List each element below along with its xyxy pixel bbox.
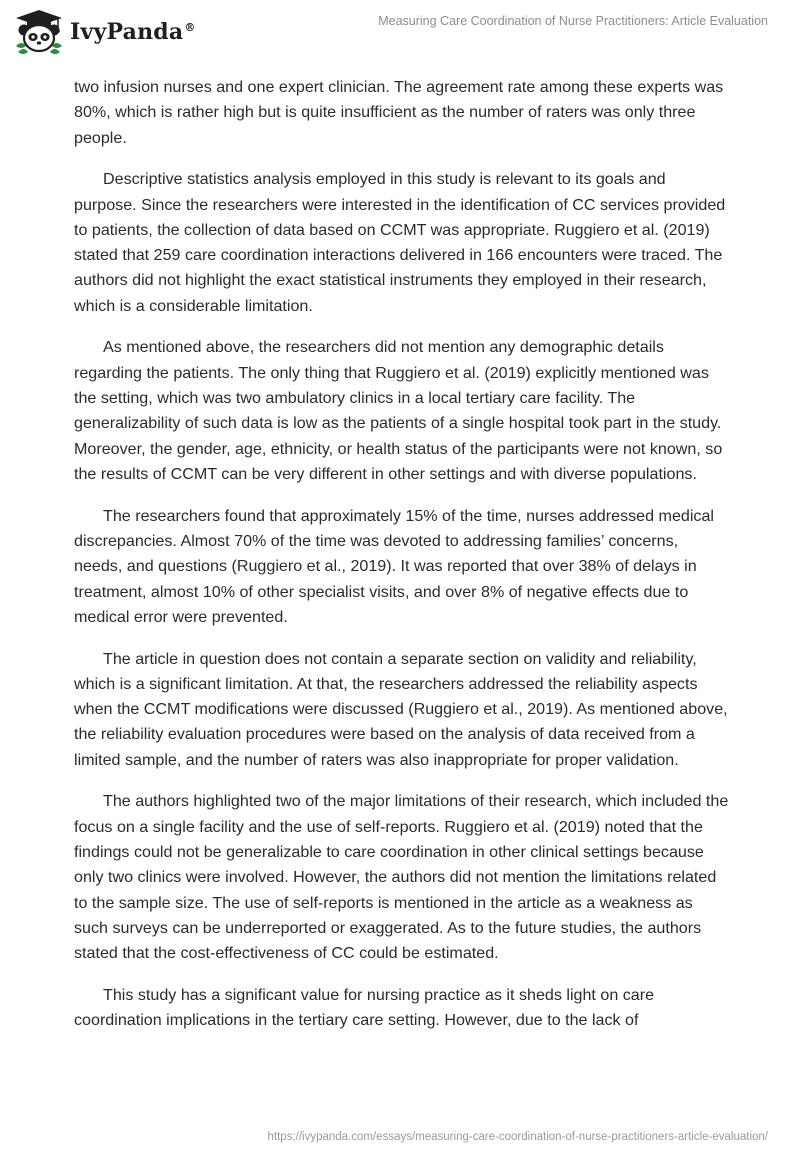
article-body (74, 75, 729, 1050)
paragraph: Descriptive statistics analysis employed in this study is relevant to its goals and purpose. Since the researchers were interested in the identification of CC services provided to patients, the collection of data based on CCMT was appropriate. Ruggiero et al. (2019) stated that 259 care coordination interactions delivered in 166 encounters were traced. The authors did not highlight the exact statistical instruments they employed in their research, which is a considerable limitation. (74, 170, 726, 315)
paragraph: This study has a significant value for nursing practice as it sheds light on care coordination implications in the tertiary care setting. However, due to the lack of (74, 985, 655, 1030)
source-url-link[interactable]: https://ivypanda.com/essays/measuring-care-coordination-of-nurse-practitioners-article-evaluation/ (267, 1131, 768, 1143)
paragraph: As mentioned above, the researchers did not mention any demographic details regarding the patients. The only thing that Ruggiero et al. (2019) explicitly mentioned was the setting, which was two ambulatory clinics in a local tertiary care facility. The generalizability of such data is low as the patients of a single hospital took part in the study. Moreover, the gender, age, ethnicity, or health status of the participants were not known, so the results of CCMT can be very different in other settings and with diverse populations. (74, 338, 723, 483)
paragraph: two infusion nurses and one expert clinician. The agreement rate among these experts was 80%, which is rather high but is quite insufficient as the number of raters was only three people. (74, 78, 724, 147)
brand-name: IvyPanda® (70, 19, 196, 45)
registered-mark: ® (184, 20, 196, 34)
paragraph: The article in question does not contain a separate section on validity and reliability, which is a significant limitation. At that, the researchers addressed the reliability aspects when the CCMT modifications were discussed (Ruggiero et al., 2019). As mentioned above, the reliability evaluation procedures were based on the analysis of data received from a limited sample, and the number of raters was also inappropriate for proper validation. (74, 649, 728, 769)
ivypanda-logo[interactable] (12, 8, 196, 54)
paragraph: The researchers found that approximately 15% of the time, nurses addressed medical discrepancies. Almost 70% of the time was devoted to addressing families’ concerns, needs, and questions (Ruggiero et al., 2019). It was reported that over 38% of delays in treatment, almost 10% of other specialist visits, and over 8% of negative effects due to medical error were prevented. (74, 506, 714, 626)
paragraph: The authors highlighted two of the major limitations of their research, which included the focus on a single facility and the use of self-reports. Ruggiero et al. (2019) noted that the findings could not be generalizable to care coordination in other clinical settings because only two clinics were involved. However, the authors did not mention the limitations related to the sample size. The use of self-reports is mentioned in the article as a weakness as such surveys can be underreported or exaggerated. As to the future studies, the authors stated that the cost-effectiveness of CC could be estimated. (74, 792, 729, 963)
panda-graduate-logo-icon (12, 8, 66, 54)
document-title: Measuring Care Coordination of Nurse Practitioners: Article Evaluation (378, 14, 768, 28)
page-header (0, 0, 800, 60)
